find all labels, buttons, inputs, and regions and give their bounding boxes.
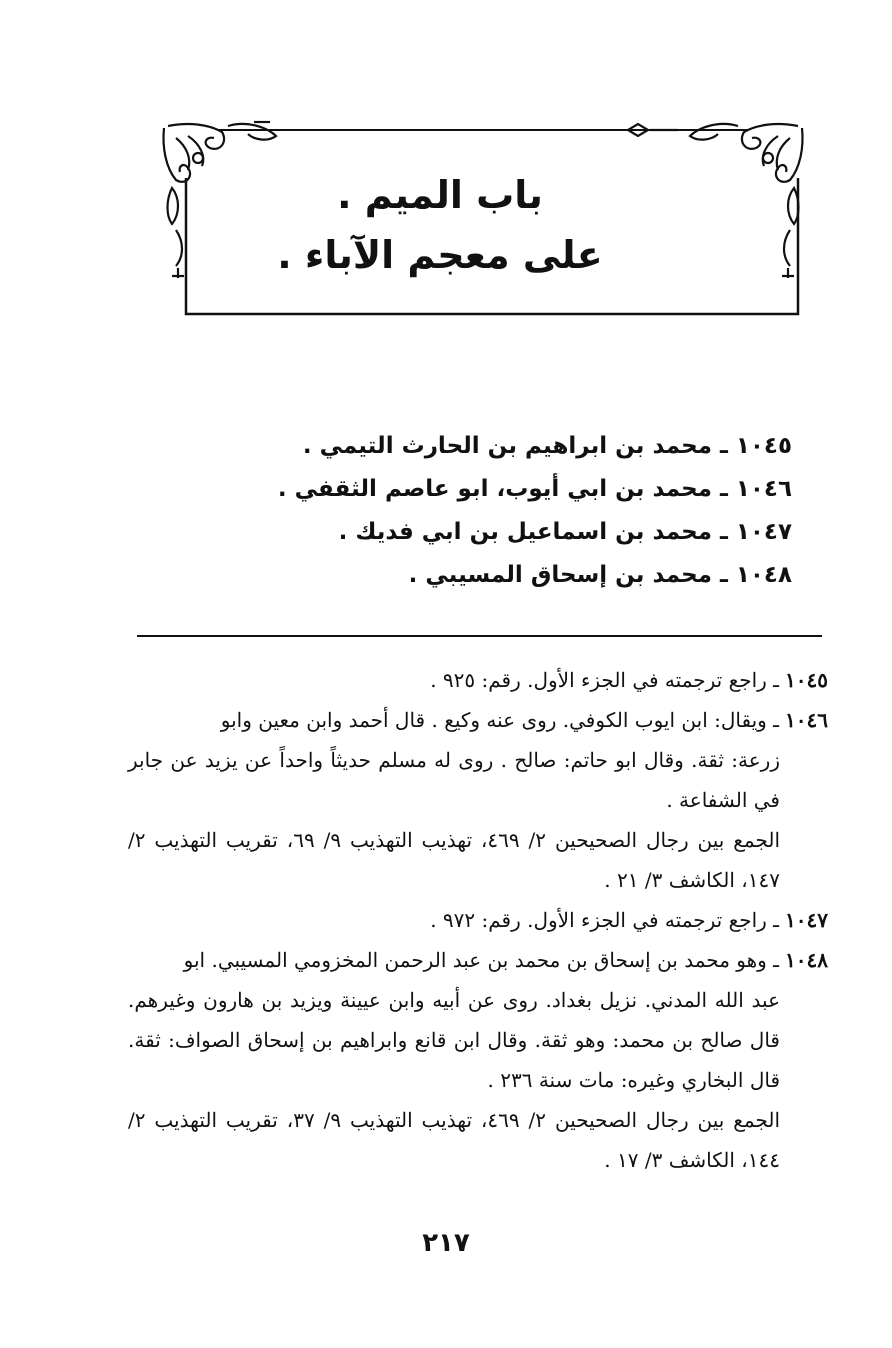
footnote-number: ١٠٤٨ <box>785 948 828 972</box>
footnotes <box>128 660 828 1180</box>
footnote-text: ـ وهو محمد بن إسحاق بن محمد بن عبد الرحمن المخزومي المسيبي. ابو <box>183 948 780 972</box>
entry-number: ١٠٤٧ <box>735 519 792 545</box>
footnote-1048 <box>128 940 828 1180</box>
footnote-continuation: زرعة: ثقة. وقال ابو حاتم: صالح . روى له مسلم حديثاً واحداً عن يزيد عن جابر في الشفاعة . <box>128 748 780 812</box>
entry-text: ـ محمد بن اسماعيل بن ابي فديك . <box>338 519 728 545</box>
entry-1046 <box>232 468 792 511</box>
footnote-continuation: عبد الله المدني. نزيل بغداد. روى عن أبيه وابن عيينة ويزيد بن هارون وغيرهم. قال صالح بن محمد: وهو ثقة. وقال ابن قانع وابراهيم بن إسحاق الصواف: ثقة. قال البخاري وغيره: مات سنة ٢٣٦ . <box>128 988 780 1092</box>
entry-text: ـ محمد بن ابراهيم بن الحارث التيمي . <box>302 433 728 459</box>
footnote-1046 <box>128 700 828 900</box>
entry-1048 <box>232 554 792 597</box>
footnote-references: الجمع بين رجال الصحيحين ٢/ ٤٦٩، تهذيب التهذيب ٩/ ٦٩، تقريب التهذيب ٢/ ١٤٧، الكاشف ٣/ ٢١ . <box>128 828 781 892</box>
footnote-divider <box>137 635 822 637</box>
entry-number: ١٠٤٦ <box>735 476 792 502</box>
footnote-1047 <box>128 900 828 940</box>
footnote-text: ـ راجع ترجمته في الجزء الأول. رقم: ٩٢٥ . <box>430 668 780 692</box>
entry-1047 <box>232 511 792 554</box>
footnote-number: ١٠٤٦ <box>785 708 828 732</box>
entry-list <box>232 425 792 597</box>
page-number: ٢١٧ <box>422 1228 470 1258</box>
footnote-text: ـ ويقال: ابن ايوب الكوفي. روى عنه وكيع . قال أحمد وابن معين وابو <box>220 708 780 732</box>
chapter-title-line-2: على معجم الآباء . <box>277 233 603 277</box>
footnote-number: ١٠٤٥ <box>785 668 828 692</box>
footnote-1045 <box>128 660 828 700</box>
footnote-text: ـ راجع ترجمته في الجزء الأول. رقم: ٩٧٢ . <box>430 908 780 932</box>
footnote-references: الجمع بين رجال الصحيحين ٢/ ٤٦٩، تهذيب التهذيب ٩/ ٣٧، تقريب التهذيب ٢/ ١٤٤، الكاشف ٣/ ١٧ . <box>128 1108 781 1172</box>
chapter-title <box>150 165 730 285</box>
entry-1045 <box>232 425 792 468</box>
entry-text: ـ محمد بن إسحاق المسيبي . <box>408 562 728 588</box>
footnote-number: ١٠٤٧ <box>785 908 828 932</box>
entry-number: ١٠٤٥ <box>735 433 792 459</box>
entry-text: ـ محمد بن ابي أيوب، ابو عاصم الثقفي . <box>277 476 728 502</box>
chapter-title-line-1: باب الميم . <box>337 173 543 217</box>
entry-number: ١٠٤٨ <box>735 562 792 588</box>
